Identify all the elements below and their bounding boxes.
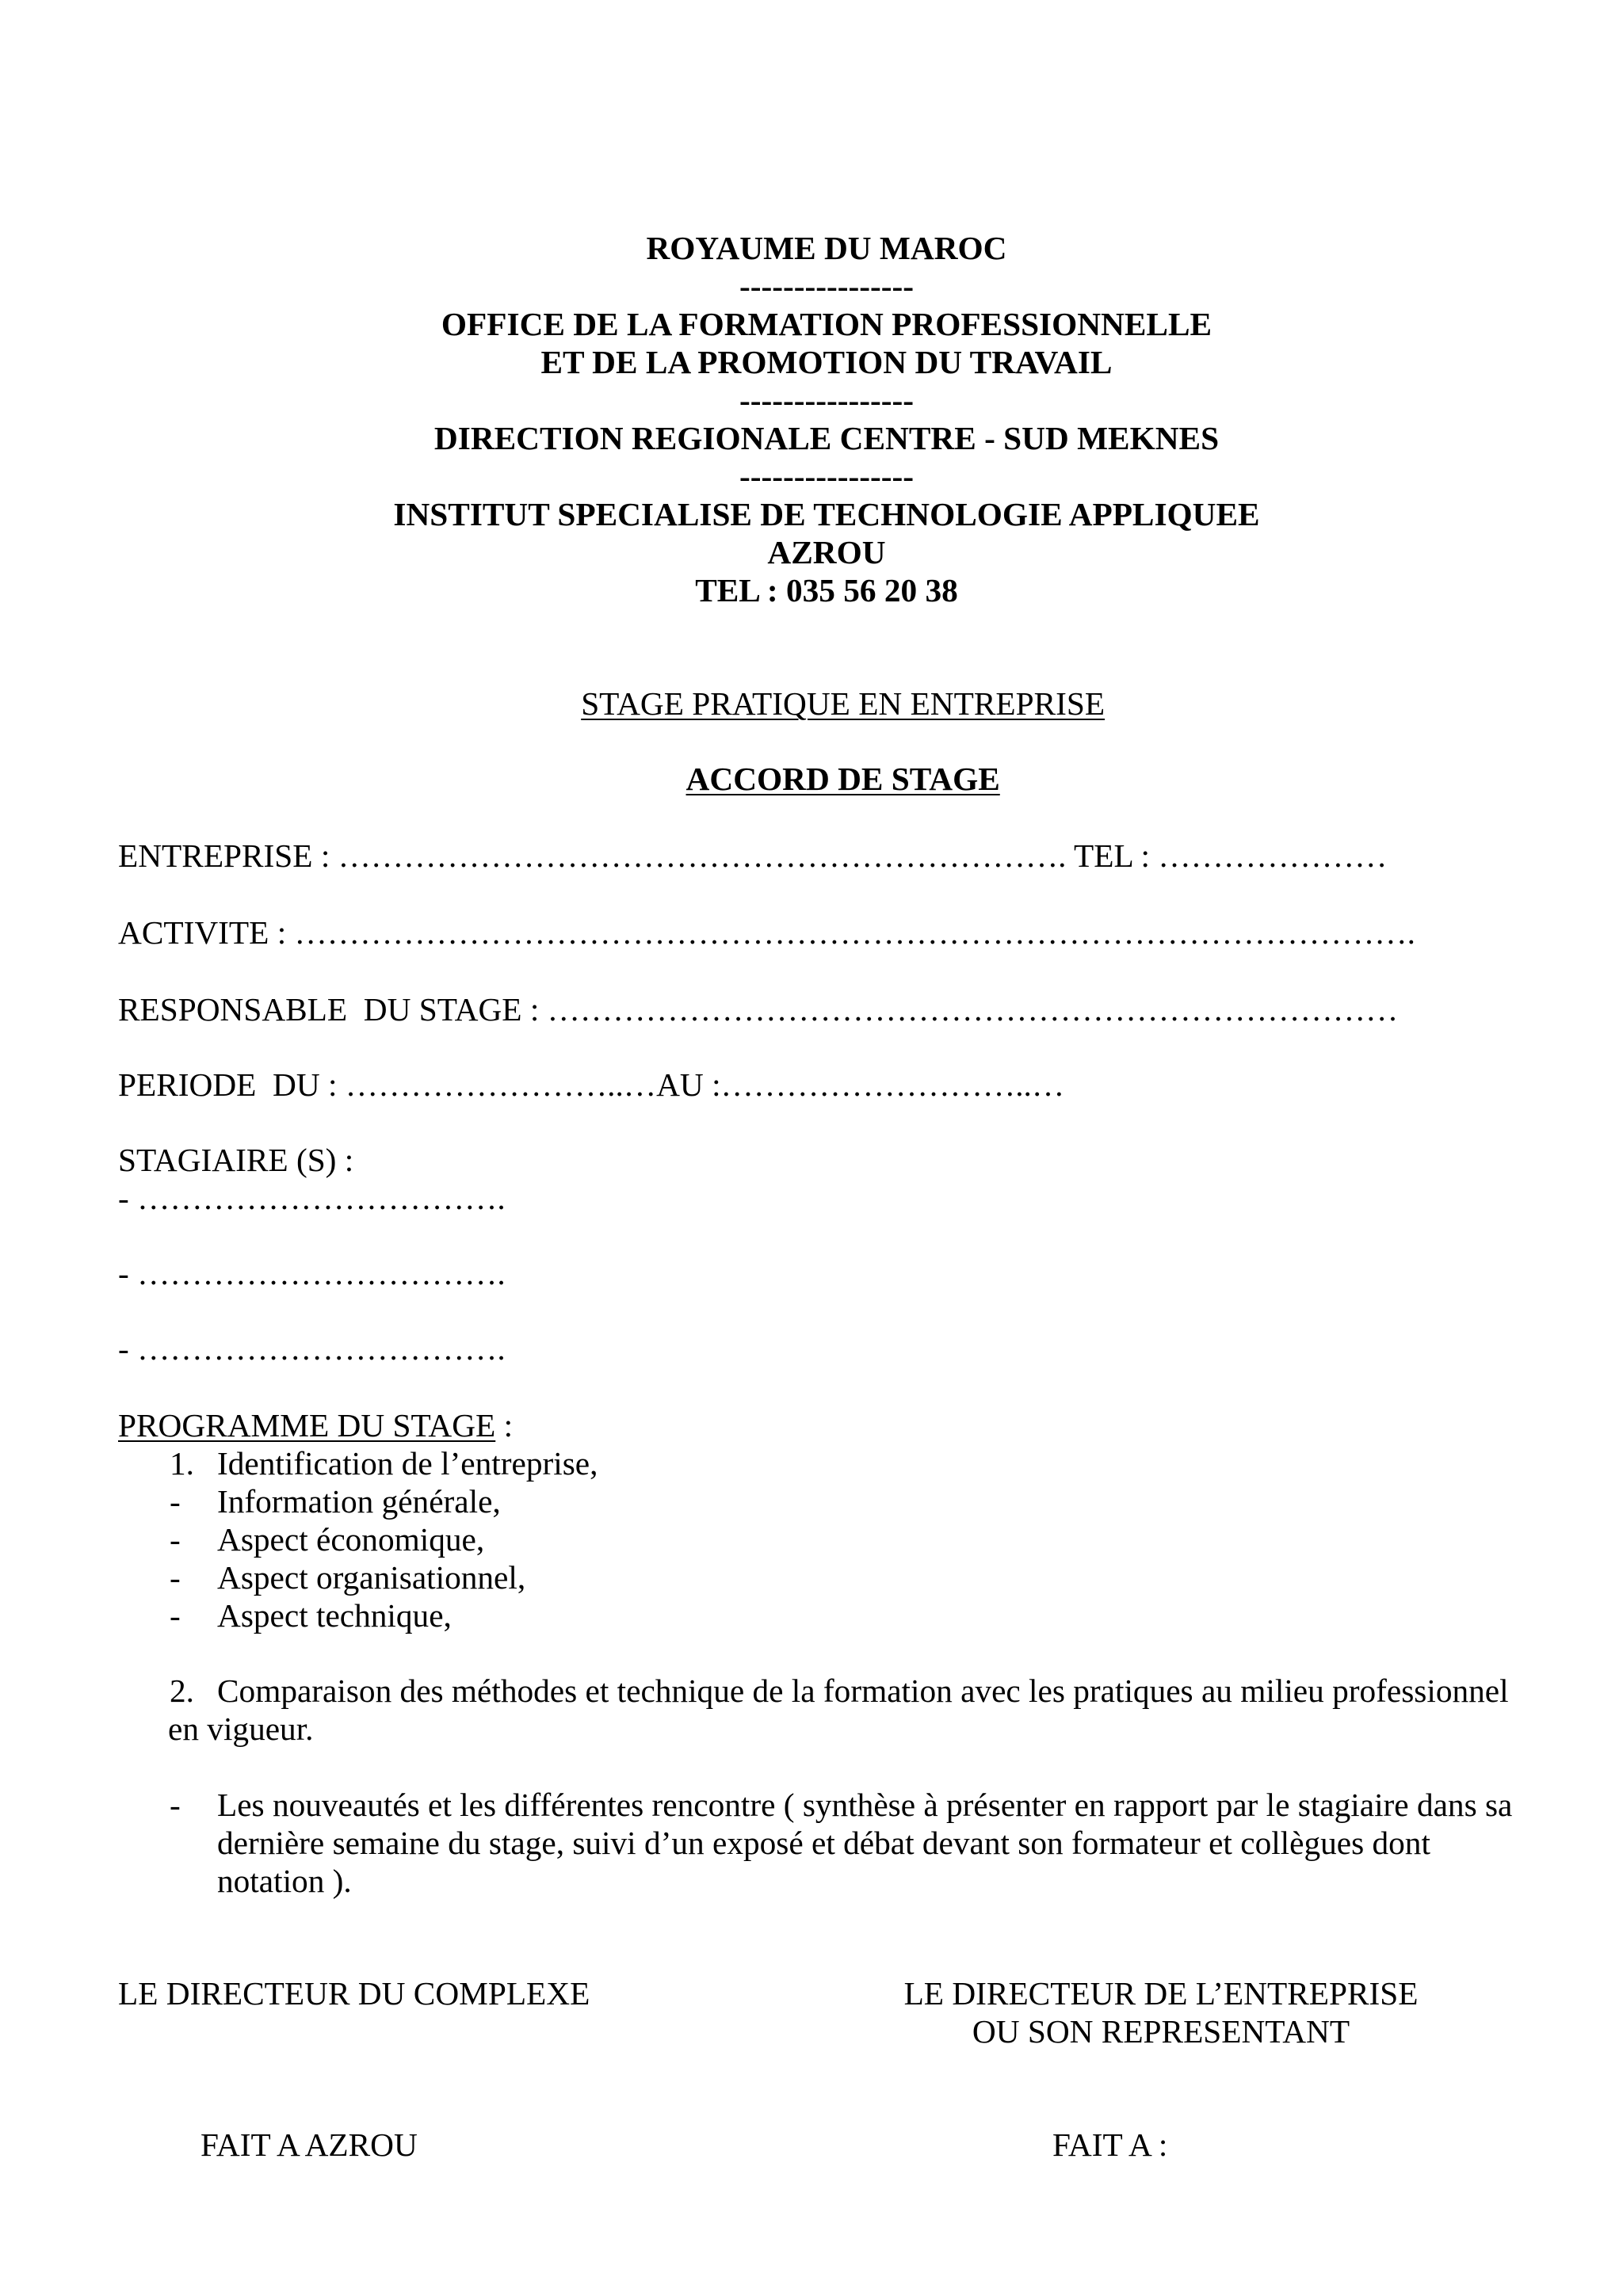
programme-heading (118, 1406, 513, 1444)
list-item-text: Identification de l’entreprise, (217, 1445, 598, 1482)
list-item-text: Aspect économique, (217, 1521, 485, 1558)
document-title: ACCORD DE STAGE (685, 761, 1000, 797)
field-stagiaires-label: STAGIAIRE (S) : (118, 1142, 354, 1178)
header-direction: DIRECTION REGIONALE CENTRE - SUD MEKNES (433, 420, 1220, 456)
signature-left-place: FAIT A AZROU (200, 2126, 418, 2163)
field-entreprise: ENTREPRISE : …………………………………………………………. TEL : ………………… (118, 837, 1388, 874)
list-item-text: Aspect technique, (217, 1597, 452, 1634)
list-item-text-continued: notation ). (217, 1863, 352, 1899)
signature-left-title: LE DIRECTEUR DU COMPLEXE (118, 1975, 590, 2012)
list-bullet: - (170, 1597, 181, 1634)
list-item-text: Information générale, (217, 1483, 501, 1520)
list-item-text-continued: dernière semaine du stage, suivi d’un exposé et débat devant son formateur et collègues dont (217, 1825, 1430, 1861)
list-bullet: - (170, 1521, 181, 1558)
header-office-line1: OFFICE DE LA FORMATION PROFESSIONNELLE (441, 306, 1212, 342)
list-item-text: Comparaison des méthodes et technique de la formation avec les pratiques au milieu professionnel (217, 1672, 1509, 1709)
header-institute: INSTITUT SPECIALISE DE TECHNOLOGIE APPLIQUEE (393, 496, 1260, 532)
header-country: ROYAUME DU MAROC (646, 230, 1007, 266)
list-item-text: Aspect organisationnel, (217, 1559, 526, 1596)
document-title-row (118, 722, 1535, 836)
signature-right-subtitle: OU SON REPRESENTANT (972, 2013, 1350, 2050)
field-stagiaire-line: - ……………………………. (118, 1330, 506, 1367)
signature-right-block (844, 1974, 1478, 2050)
signature-right-place: FAIT A : (1052, 2126, 1168, 2163)
list-number: 2. (170, 1672, 194, 1709)
letterhead (118, 229, 1535, 609)
programme-heading-label: PROGRAMME DU STAGE (118, 1407, 496, 1444)
programme-heading-colon: : (495, 1407, 514, 1444)
field-stagiaire-line: - ……………………………. (118, 1180, 506, 1216)
header-divider: ---------------- (739, 382, 915, 418)
list-bullet: - (170, 1787, 181, 1823)
header-city: AZROU (767, 534, 886, 570)
list-bullet: - (170, 1559, 181, 1596)
field-periode: PERIODE DU : ……………………..…AU :………………………..… (118, 1066, 1065, 1103)
signature-right-title: LE DIRECTEUR DE L’ENTREPRISE (903, 1975, 1419, 2012)
list-number: 1. (170, 1445, 194, 1482)
header-divider: ---------------- (739, 458, 915, 494)
field-responsable: RESPONSABLE DU STAGE : …………………………………………………………………… (118, 991, 1399, 1028)
header-phone: TEL : 035 56 20 38 (695, 572, 958, 608)
list-item-text-continued: en vigueur. (168, 1711, 314, 1747)
header-office-line2: ET DE LA PROMOTION DU TRAVAIL (540, 344, 1113, 380)
field-activite: ACTIVITE : …………………………………………………………………………………………. (118, 914, 1415, 951)
field-stagiaire-line: - ……………………………. (118, 1255, 506, 1291)
list-bullet: - (170, 1483, 181, 1520)
list-item-text: Les nouveautés et les différentes rencontre ( synthèse à présenter en rapport par le stagiaire dans sa (217, 1787, 1513, 1823)
document-subtitle: STAGE PRATIQUE EN ENTREPRISE (581, 685, 1106, 722)
header-divider: ---------------- (739, 268, 915, 304)
